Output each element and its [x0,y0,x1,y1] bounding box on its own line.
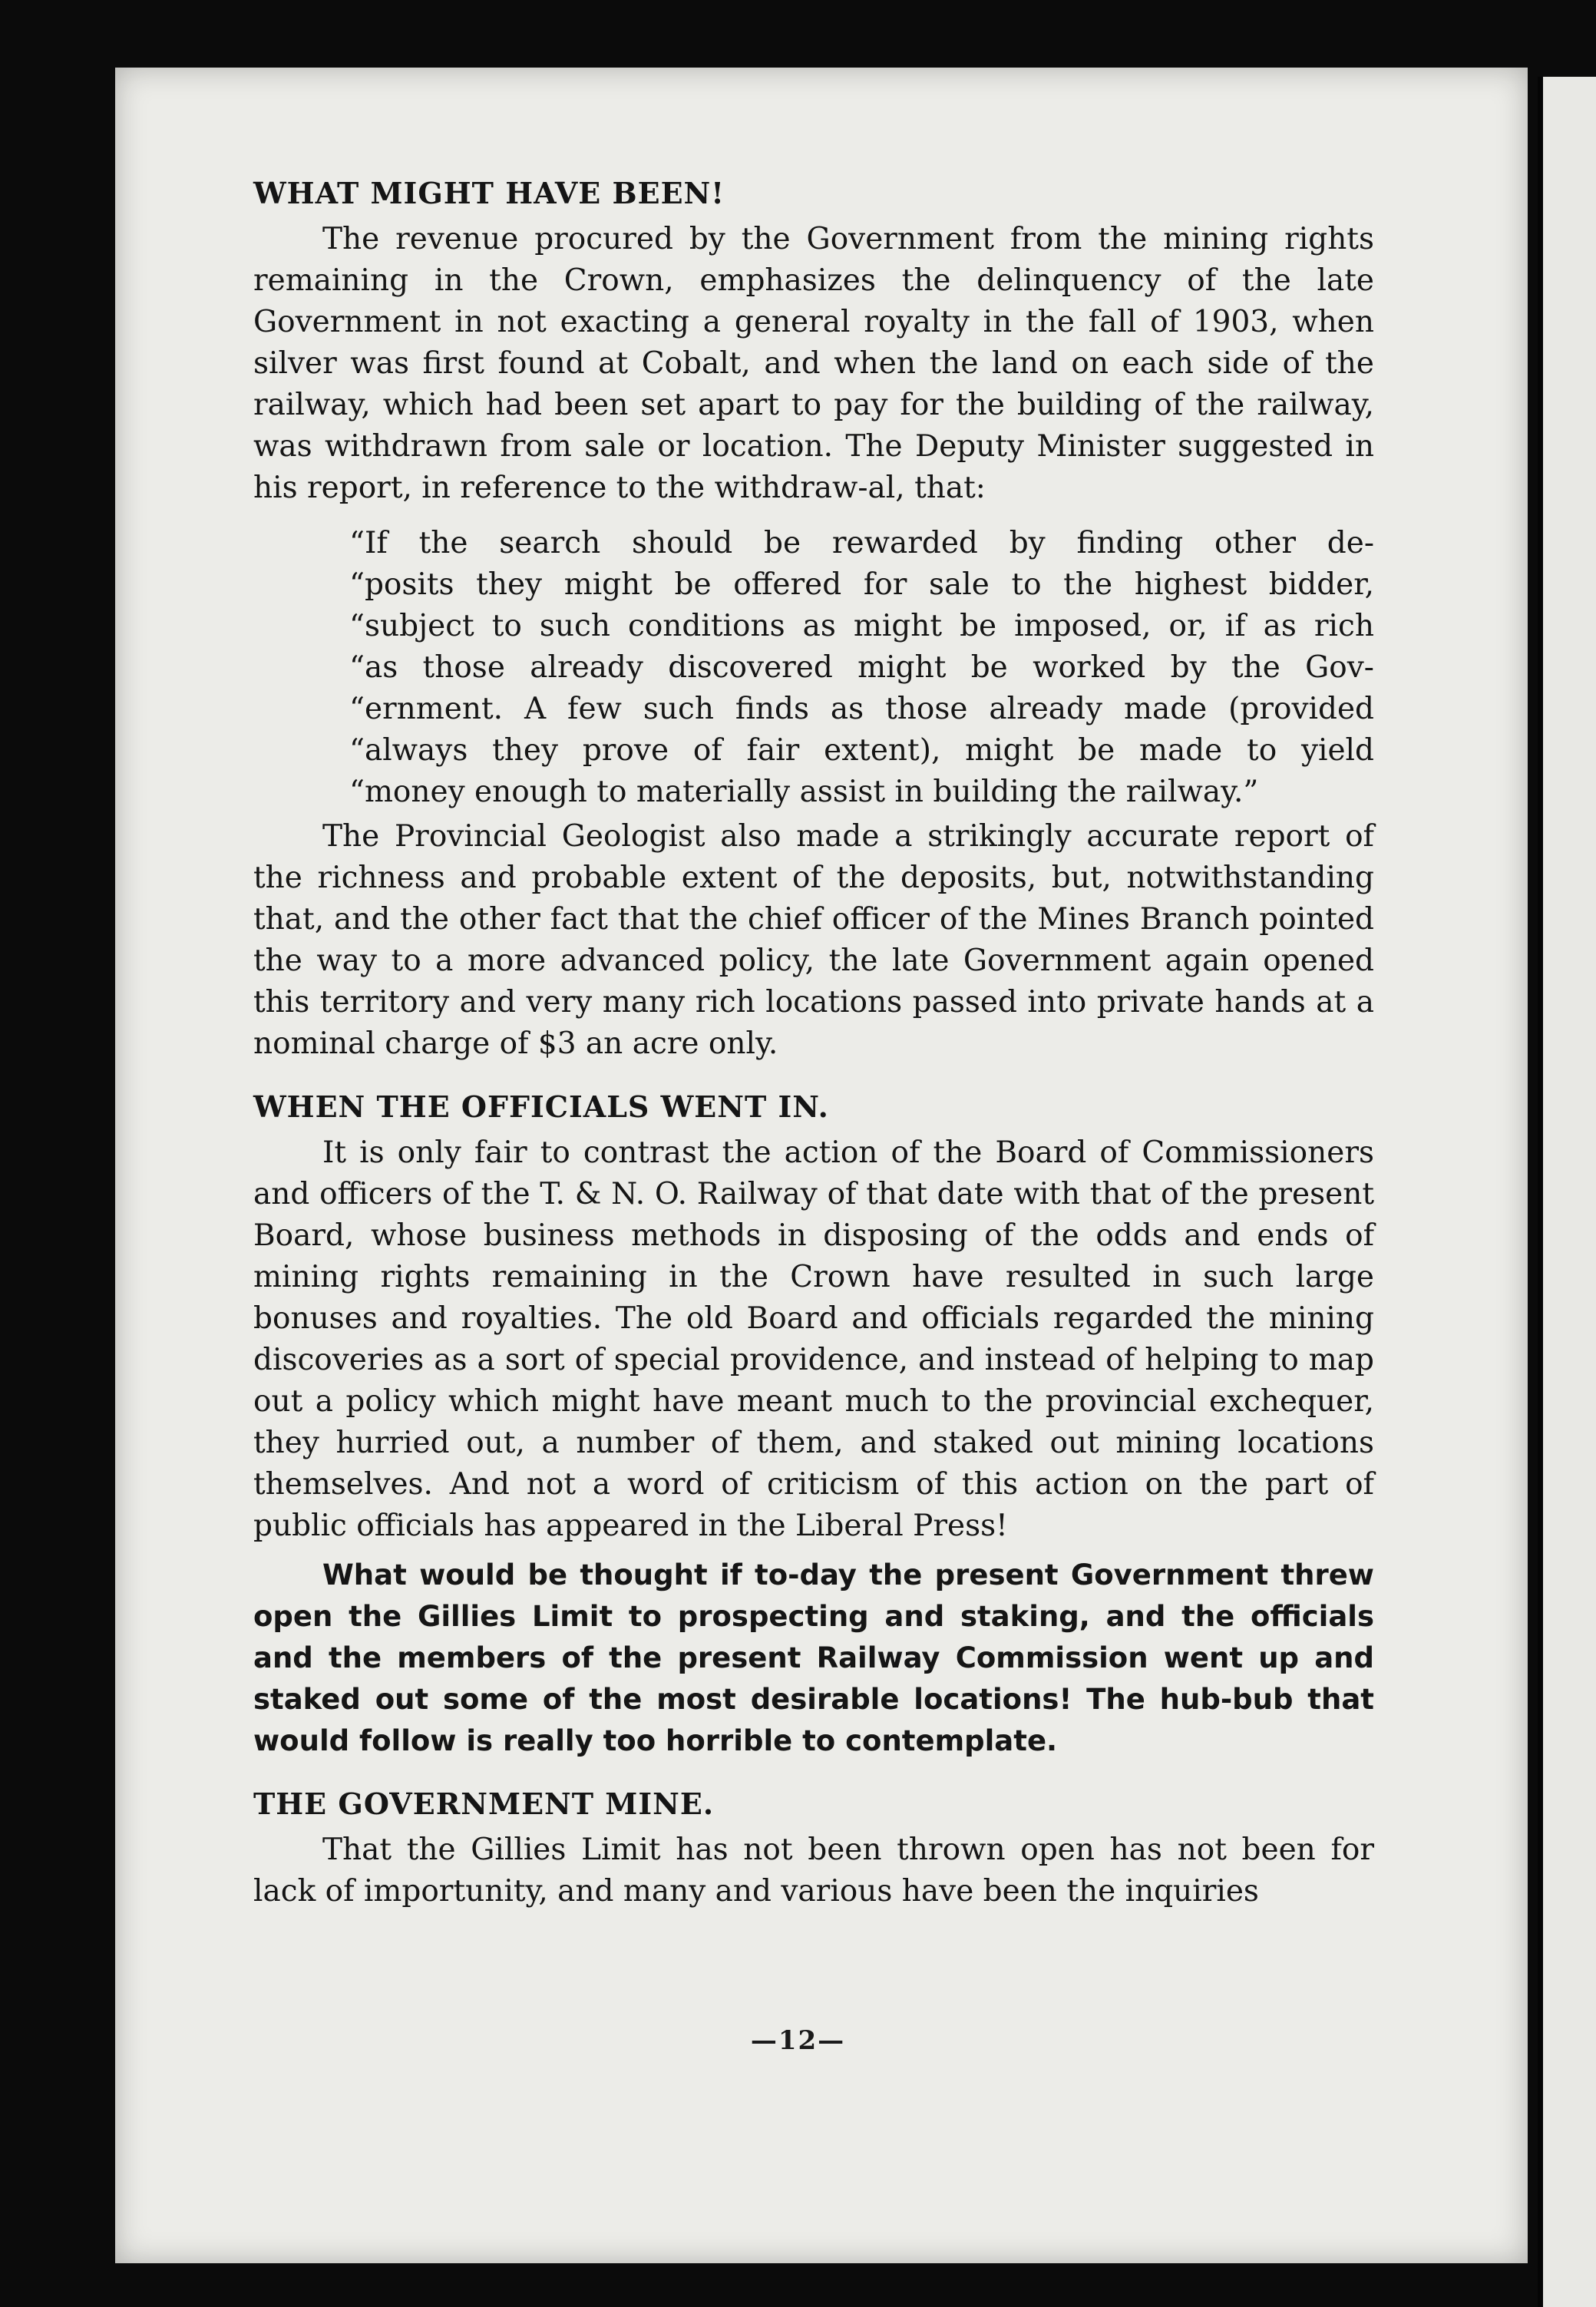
section-heading: THE GOVERNMENT MINE. [253,1786,715,1821]
quote-line: “money enough to materially assist in building the railway.” [349,775,1259,809]
section-the-government-mine [253,1783,1374,1912]
section-when-the-officials-went-in [253,1086,1374,1762]
page-content [253,173,1374,1934]
quote-line: “subject to such conditions as might be imposed, or, if as rich [349,609,1374,643]
quote-line: “ernment. A few such finds as those already made (provided [349,692,1374,726]
quote-line: “as those already discovered might be worked by the Gov- [349,650,1374,685]
body-paragraph: The revenue procured by the Government from the mining rights remaining in the Crown, emphasizes the delinquency of the late Government in not exacting a general royalty in the fall of 1903, when silver was first found at Cobalt, and when the land on each side of the railway, which had been set apart to pay for the building of the railway, was withdrawn from sale or location. The Deputy Minister suggested in his report, in reference to the withdraw-al, that: [253,222,1374,505]
bold-paragraph: What would be thought if to-day the present Government threw open the Gillies Limit to prospecting and staking, and the officials and the members of the present Railway Commission went up and staked out some of the most desirable locations! The hub-bub that would follow is really too horrible to contemplate. [253,1558,1374,1757]
adjacent-page [1543,77,1596,2307]
body-paragraph: The Provincial Geologist also made a strikingly accurate report of the richness and probable extent of the deposits, but, notwithstanding that, and the other fact that the chief officer of the Mines Branch pointed the way to a more advanced policy, the late Government again opened this territory and very many rich locations passed into private hands at a nominal charge of $3 an acre only. [253,819,1374,1061]
page-number: —12— [750,2025,846,2056]
quote-line: “posits they might be offered for sale to the highest bidder, [349,567,1374,602]
section-heading: WHEN THE OFFICIALS WENT IN. [253,1089,829,1124]
page-edge-shadow [1538,77,1543,2307]
quote-line: “If the search should be rewarded by finding other de- [349,526,1374,560]
section-what-might-have-been [253,173,1374,1065]
body-paragraph: That the Gillies Limit has not been thrown open has not been for lack of importunity, and many and various have been the inquiries [253,1833,1374,1909]
block-quote [349,523,1374,813]
quote-line: “always they prove of fair extent), might be made to yield [349,733,1374,768]
section-heading: WHAT MIGHT HAVE BEEN! [253,176,725,210]
body-paragraph: It is only fair to contrast the action of the Board of Commissioners and officers of the T. & N. O. Railway of that date with that of the present Board, whose business methods in disposing of the odds and ends of mining rights remaining in the Crown have resulted in such large bonuses and royalties. The old Board and officials regarded the mining discoveries as a sort of special providence, and instead of helping to map out a policy which might have meant much to the provincial exchequer, they hurried out, a number of them, and staked out mining locations themselves. And not a word of criticism of this action on the part of public officials has appeared in the Liberal Press! [253,1135,1374,1543]
